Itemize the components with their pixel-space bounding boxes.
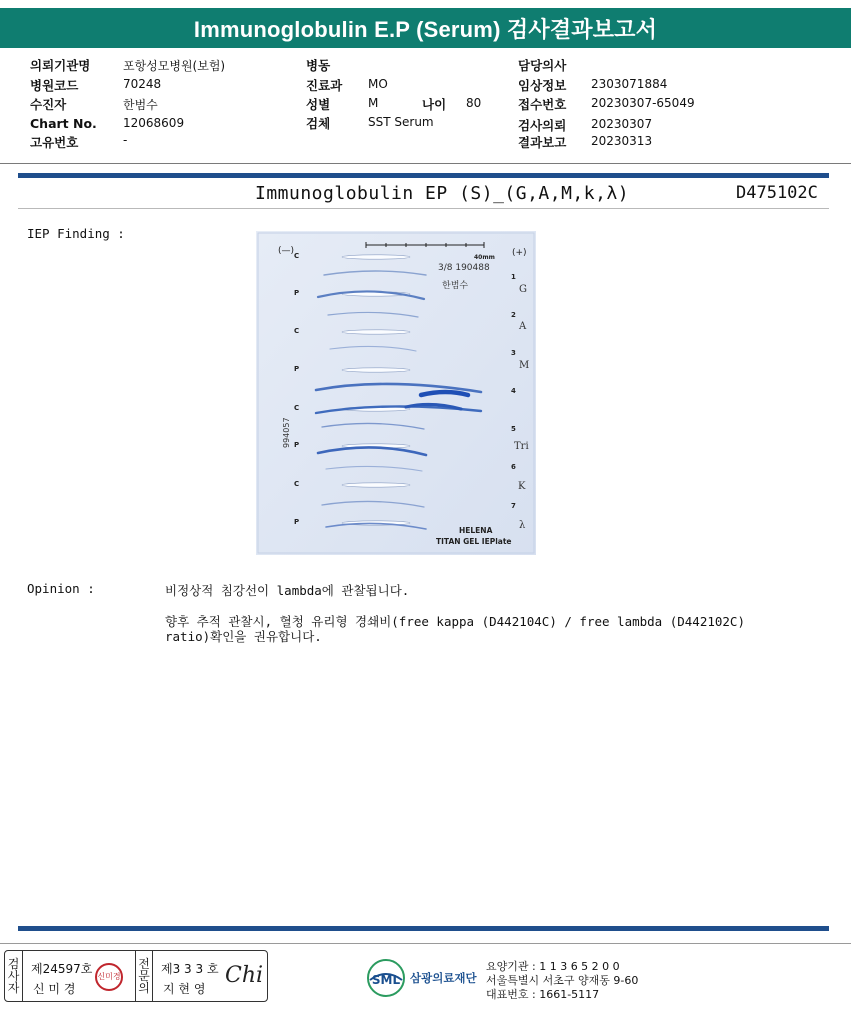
- gel-lane-antiserum: Tri: [514, 441, 529, 452]
- footer-separator: [0, 943, 851, 944]
- gel-row-letter: P: [294, 289, 300, 297]
- gel-side-number: 994057: [282, 417, 291, 448]
- sml-logo-icon: [366, 958, 406, 998]
- label-specimen: 검체: [306, 116, 331, 131]
- gel-row-letter: C: [294, 480, 300, 488]
- org-name: 삼광의료재단: [410, 971, 477, 985]
- gel-lane-antiserum: A: [519, 321, 527, 332]
- inspector-name: 신 미 경: [33, 982, 76, 996]
- svg-text:SML: SML: [371, 973, 401, 987]
- inspector-license: 제24597호: [31, 962, 93, 976]
- opinion-label: Opinion :: [27, 581, 95, 596]
- reviewer-name: 지 현 영: [163, 982, 206, 996]
- label-department: 진료과: [306, 78, 343, 93]
- gel-product: TITAN GEL IEPlate: [436, 537, 512, 546]
- reviewer-license: 제3 3 3 호: [161, 962, 219, 976]
- header-separator: [0, 163, 851, 164]
- org-address: 서울특별시 서초구 양재동 9-60: [486, 974, 639, 987]
- bottom-blue-rule: [18, 926, 829, 931]
- value-report-date: 20230313: [591, 134, 653, 148]
- label-sex: 성별: [306, 97, 331, 112]
- label-physician: 담당의사: [518, 58, 567, 73]
- label-hospital-code: 병원코드: [30, 78, 79, 93]
- label-chart-no: Chart No.: [30, 116, 97, 131]
- gel-positive-label: (+): [512, 248, 527, 258]
- gel-lane-antiserum: M: [519, 360, 530, 371]
- reviewer-signature: Chi: [225, 963, 264, 988]
- value-request-date: 20230307: [591, 117, 653, 131]
- inspector-vertical-label: 검 사 자: [5, 951, 23, 1001]
- gel-lane-antiserum: λ: [519, 520, 526, 531]
- gel-row-letter: P: [294, 441, 300, 449]
- gel-row-letter: P: [294, 518, 300, 526]
- value-patient-name: 한범수: [123, 98, 158, 112]
- gel-lane-number: 4: [511, 387, 516, 395]
- gel-lane-number: 2: [511, 311, 516, 319]
- report-title: Immunoglobulin E.P (Serum) 검사결과보고서: [0, 8, 851, 48]
- label-ward: 병동: [306, 58, 331, 73]
- inspector-stamp: 신미경: [95, 963, 123, 991]
- gel-row-letter: C: [294, 404, 300, 412]
- gel-lane-number: 3: [511, 349, 516, 357]
- iep-gel-image: [256, 231, 536, 555]
- label-requesting-institution: 의뢰기관명: [30, 58, 91, 73]
- gel-lane-number: 7: [511, 502, 516, 510]
- value-clinical-info: 2303071884: [591, 77, 668, 91]
- label-clinical-info: 임상정보: [518, 78, 567, 93]
- gel-lane-number: 6: [511, 463, 516, 471]
- gel-lane-number: 5: [511, 425, 516, 433]
- gel-background: [256, 231, 536, 555]
- value-chart-no: 12068609: [123, 116, 185, 130]
- org-phone: 대표번호 : 1661-5117: [486, 988, 600, 1001]
- value-reception-no: 20230307-65049: [591, 96, 695, 110]
- gel-brand: HELENA: [459, 526, 493, 535]
- label-request-date: 검사의뢰: [518, 118, 567, 133]
- gel-negative-label: (—): [278, 246, 295, 256]
- reviewer-vertical-label: 전 문 의: [135, 951, 153, 1001]
- care-institution-code: 요양기관 : 1 1 3 6 5 2 0 0: [486, 960, 620, 973]
- value-specimen: SST Serum: [368, 115, 434, 129]
- gel-lane-antiserum: K: [518, 481, 526, 492]
- gel-row-letter: C: [294, 327, 300, 335]
- label-report-date: 결과보고: [518, 135, 567, 150]
- opinion-line-1: 비정상적 침강선이 lambda에 관찰됩니다.: [165, 583, 410, 598]
- test-name: Immunoglobulin EP (S)_(G,A,M,k,λ): [255, 183, 630, 204]
- label-reception-no: 접수번호: [518, 97, 567, 112]
- test-code: D475102C: [736, 183, 818, 203]
- label-age: 나이: [422, 97, 447, 112]
- gel-handwritten-name: 한범수: [442, 281, 469, 291]
- opinion-line-2: 향후 추적 관찰시, 혈청 유리형 경쇄비(free kappa (D442104C) / free lambda (D442102C): [165, 614, 745, 629]
- value-unique-no: -: [123, 133, 128, 147]
- gel-lane-antiserum: G: [519, 284, 527, 295]
- value-sex: M: [368, 96, 379, 110]
- gel-handwritten-id: 3/8 190488: [438, 263, 490, 273]
- value-hospital-code: 70248: [123, 77, 162, 91]
- gel-scale-label: 40mm: [474, 254, 495, 261]
- gel-row-letter: P: [294, 365, 300, 373]
- opinion-line-3: ratio)확인을 권유합니다.: [165, 629, 322, 644]
- signature-box: [4, 950, 268, 1002]
- value-age: 80: [466, 96, 482, 110]
- gel-lane-number: 1: [511, 273, 516, 281]
- label-unique-no: 고유번호: [30, 135, 79, 150]
- value-requesting-institution: 포항성모병원(보험): [123, 59, 226, 73]
- iep-finding-label: IEP Finding :: [27, 226, 125, 241]
- top-blue-rule: [18, 173, 829, 178]
- value-department: MO: [368, 77, 388, 91]
- title-underline: [18, 208, 829, 209]
- gel-row-letter: C: [294, 252, 300, 260]
- label-patient-name: 수진자: [30, 97, 67, 112]
